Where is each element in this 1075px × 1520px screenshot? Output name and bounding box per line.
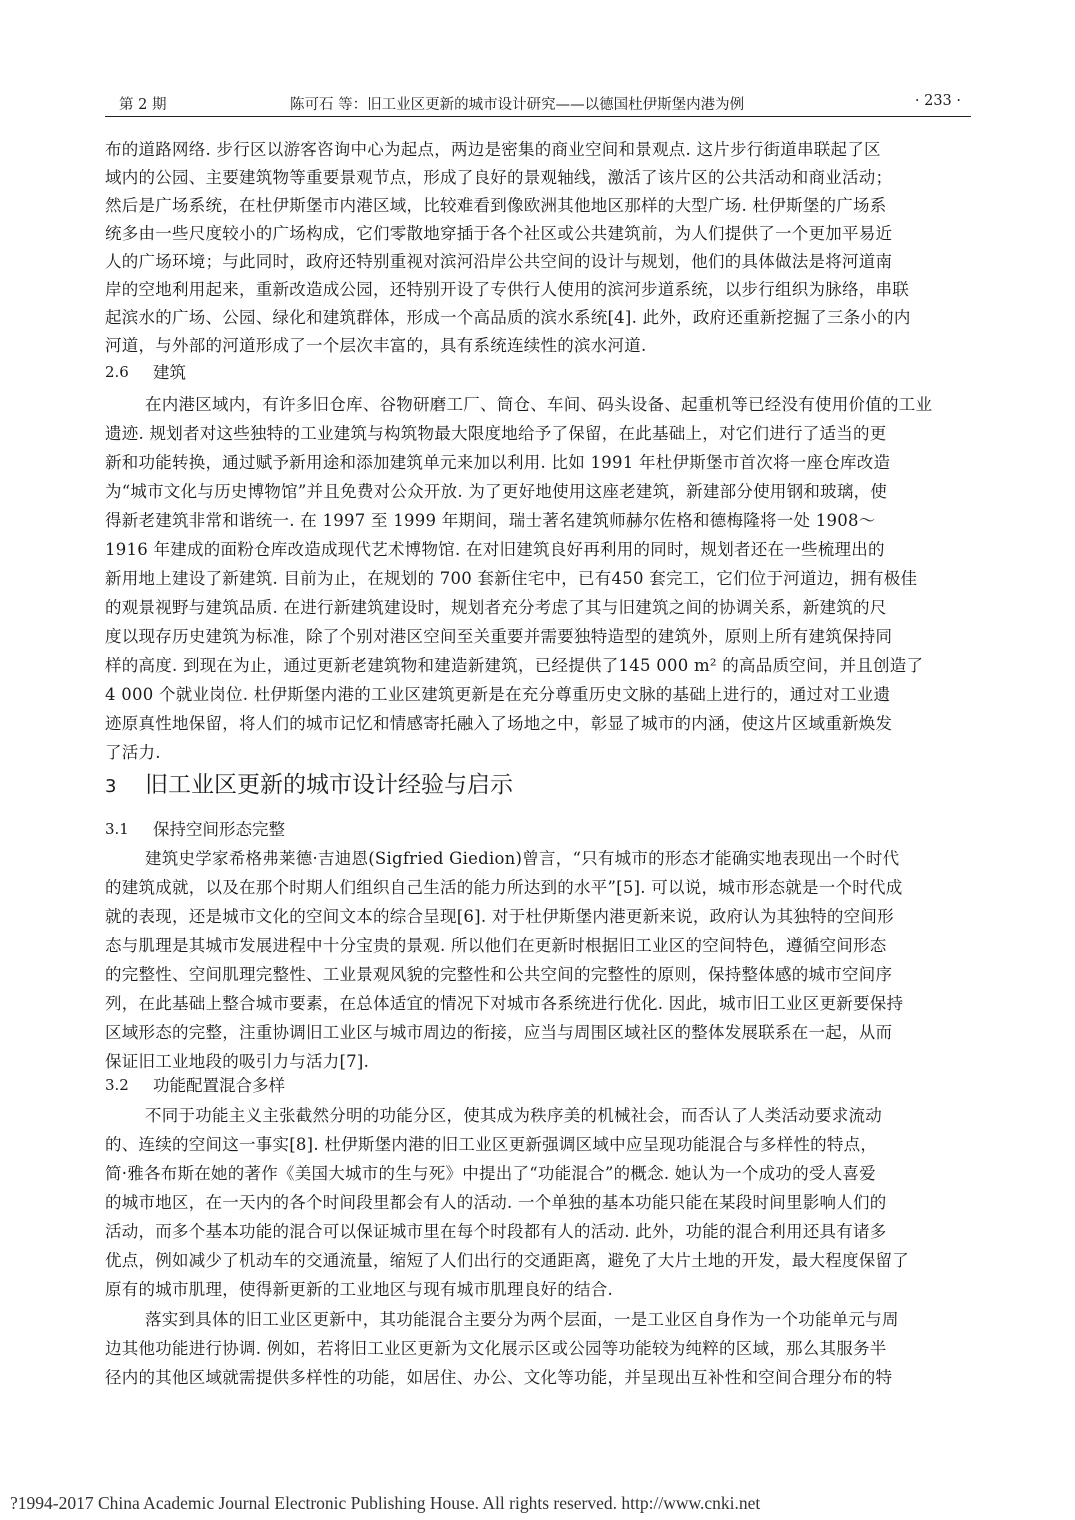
text-line: 的城市地区，在一天内的各个时间段里都会有人的活动. 一个单独的基本功能只能在某段时间里影响人们的: [105, 1193, 887, 1212]
subsection-heading-2-6: [105, 359, 971, 385]
text-line: 的观景视野与建筑品质. 在进行新建筑建设时，规划者充分考虑了其与旧建筑之间的协调关系，新建筑的尺: [105, 598, 887, 617]
text-line: 度以现存历史建筑为标准，除了个别对港区空间至关重要并需要独特造型的建筑外，原则上所有建筑保持同: [105, 627, 893, 646]
text-line: 列，在此基础上整合城市要素，在总体适宜的情况下对城市各系统进行优化. 因此，城市旧工业区更新要保持: [105, 994, 904, 1013]
subsection-number: 2.6: [105, 363, 129, 381]
text-line: 态与肌理是其城市发展进程中十分宝贵的景观. 所以他们在更新时根据旧工业区的空间特色，遵循空间形态: [105, 936, 887, 955]
text-line: 的、连续的空间这一事实[8]. 杜伊斯堡内港的旧工业区更新强调区域中应呈现功能混合与多样性的特点，: [105, 1135, 878, 1154]
text-line: 活动，而多个基本功能的混合可以保证城市里在每个时段都有人的活动. 此外，功能的混合利用还具有诸多: [105, 1222, 887, 1241]
text-line: 样的高度. 到现在为止，通过更新老建筑物和建造新建筑，已经提供了145 000 m² 的高品质空间，并且创造了: [105, 656, 924, 675]
text-line: 了活力.: [105, 743, 161, 762]
text-line: 的建筑成就，以及在那个时期人们组织自己生活的能力所达到的水平”[5]. 可以说，城市形态就是一个时代成: [105, 878, 903, 897]
text-line: 原有的城市肌理，使得新更新的工业地区与现有城市肌理良好的结合.: [105, 1280, 613, 1299]
text-line: 遗迹. 规划者对这些独特的工业建筑与构筑物最大限度地给予了保留，在此基础上，对它们进行了适当的更: [105, 424, 887, 443]
text-line: 建筑史学家希格弗莱德·吉迪恩(Sigfried Giedion)曾言，“只有城市的形态才能确实地表现出一个时代: [145, 849, 900, 868]
text-line: 4 000 个就业岗位. 杜伊斯堡内港的工业区建筑更新是在充分尊重历史文脉的基础上进行的，通过对工业遗: [105, 685, 891, 704]
text-line: 为“城市文化与历史博物馆”并且免费对公众开放. 为了更好地使用这座老建筑，新建部分使用钢和玻璃，使: [105, 482, 888, 501]
text-line: 得新老建筑非常和谐统一. 在 1997 至 1999 年期间，瑞士著名建筑师赫尔佐格和德梅隆将一处 1908～: [105, 511, 876, 530]
text-line: 简·雅各布斯在她的著作《美国大城市的生与死》中提出了“功能混合”的概念. 她认为一个成功的受人喜爱: [105, 1164, 876, 1183]
subsection-title: 建筑: [153, 363, 186, 382]
text-line: 优点，例如减少了机动车的交通流量，缩短了人们出行的交通距离，避免了大片土地的开发，最大程度保留了: [105, 1251, 909, 1270]
subsection-title: 保持空间形态完整: [153, 820, 285, 839]
copyright-footer: ?1994-2017 China Academic Journal Electronic Publishing House. All rights reserved. http://www.cnki.net: [10, 1493, 761, 1513]
subsection-heading-3-2: [105, 1072, 971, 1098]
running-title: 陈可石 等：旧工业区更新的城市设计研究——以德国杜伊斯堡内港为例: [290, 97, 745, 113]
text-line: 人的广场环境；与此同时，政府还特别重视对滨河沿岸公共空间的设计与规划，他们的具体做法是将河道南: [105, 252, 893, 271]
text-line: 迹原真性地保留，将人们的城市记忆和情感寄托融入了场地之中，彰显了城市的内涵，使这片区域重新焕发: [105, 714, 893, 733]
text-line: 起滨水的广场、公园、绿化和建筑群体，形成一个高品质的滨水系统[4]. 此外，政府还重新挖掘了三条小的内: [105, 308, 911, 327]
text-line: 保证旧工业地段的吸引力与活力[7].: [105, 1052, 370, 1071]
text-line: 1916 年建成的面粉仓库改造成现代艺术博物馆. 在对旧建筑良好再利用的同时，规划者还在一些梳理出的: [105, 540, 885, 559]
text-line: 边其他功能进行协调. 例如，若将旧工业区更新为文化展示区或公园等功能较为纯粹的区域，那么其服务半: [105, 1339, 887, 1358]
text-line: 就的表现，还是城市文化的空间文本的综合呈现[6]. 对于杜伊斯堡内港更新来说，政府认为其独特的空间形: [105, 907, 894, 926]
section-number: 3: [105, 776, 117, 797]
text-line: 径内的其他区域就需提供多样性的功能，如居住、办公、文化等功能，并呈现出互补性和空间合理分布的特: [105, 1368, 893, 1387]
subsection-number: 3.1: [105, 820, 129, 838]
text-line: 然后是广场系统，在杜伊斯堡市内港区域，比较难看到像欧洲其他地区那样的大型广场. 杜伊斯堡的广场系: [105, 196, 887, 215]
subsection-number: 3.2: [105, 1076, 129, 1094]
text-line: 不同于功能主义主张截然分明的功能分区，使其成为秩序美的机械社会，而否认了人类活动要求流动: [145, 1106, 882, 1125]
text-line: 在内港区域内，有许多旧仓库、谷物研磨工厂、筒仓、车间、码头设备、起重机等已经没有使用价值的工业: [145, 395, 933, 414]
section-title: 旧工业区更新的城市设计经验与启示: [145, 772, 513, 798]
text-line: 新和功能转换，通过赋予新用途和添加建筑单元来加以利用. 比如 1991 年杜伊斯堡市首次将一座仓库改造: [105, 453, 891, 472]
text-line: 河道，与外部的河道形成了一个层次丰富的，具有系统连续性的滨水河道.: [105, 336, 647, 355]
page-number: · 233 ·: [914, 93, 961, 109]
subsection-title: 功能配置混合多样: [153, 1076, 285, 1095]
running-header: [105, 90, 971, 117]
text-line: 布的道路网络. 步行区以游客咨询中心为起点，两边是密集的商业空间和景观点. 这片步行街道串联起了区: [105, 140, 881, 159]
issue-number: 第 2 期: [119, 97, 167, 113]
text-line: 新用地上建设了新建筑. 目前为止，在规划的 700 套新住宅中，已有450 套完工，它们位于河道边，拥有极佳: [105, 569, 918, 588]
section-heading-3: [105, 766, 971, 800]
text-line: 岸的空地利用起来，重新改造成公园，还特别开设了专供行人使用的滨河步道系统，以步行组织为脉络，串联: [105, 280, 909, 299]
text-line: 落实到具体的旧工业区更新中，其功能混合主要分为两个层面，一是工业区自身作为一个功能单元与周: [145, 1310, 899, 1329]
text-line: 的完整性、空间肌理完整性、工业景观风貌的完整性和公共空间的完整性的原则，保持整体感的城市空间序: [105, 965, 893, 984]
text-line: 域内的公园、主要建筑物等重要景观节点，形成了良好的景观轴线，激活了该片区的公共活动和商业活动；: [105, 168, 893, 187]
subsection-heading-3-1: [105, 816, 971, 842]
text-line: 统多由一些尺度较小的广场构成，它们零散地穿插于各个社区或公共建筑前，为人们提供了一个更加平易近: [105, 224, 893, 243]
text-line: 区域形态的完整，注重协调旧工业区与城市周边的衔接，应当与周围区域社区的整体发展联系在一起，从而: [105, 1023, 893, 1042]
